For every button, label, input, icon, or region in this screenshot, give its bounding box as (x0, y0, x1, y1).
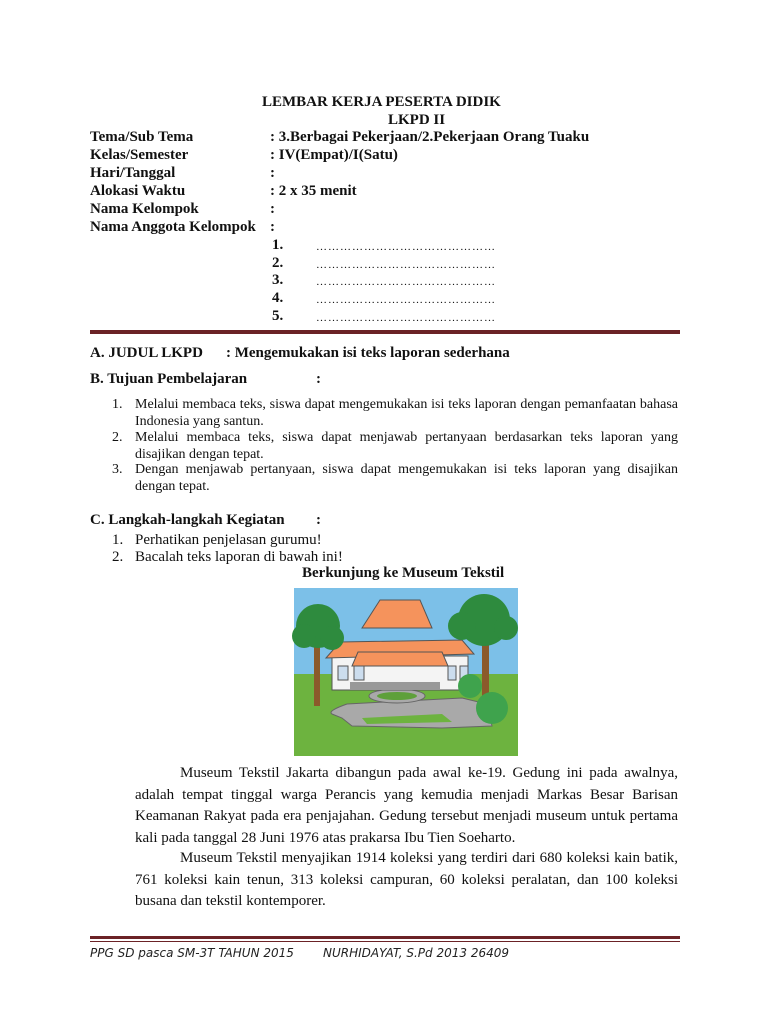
document-subtitle: LKPD II (388, 112, 446, 128)
step-number: 1. (112, 532, 124, 548)
step-number: 2. (112, 549, 124, 565)
field-label: Hari/Tanggal (90, 165, 176, 181)
member-number: 3. (272, 272, 284, 288)
section-c-label: C. Langkah-langkah Kegiatan (90, 512, 285, 528)
objective-number: 1. (112, 397, 123, 412)
objective-text: Dengan menjawab pertanyaan, siswa dapat mengemukakan isi teks laporan yang disajikan dengan tepat. (135, 462, 678, 494)
section-a-value: : Mengemukakan isi teks laporan sederhana (226, 345, 510, 361)
section-b-colon: : (316, 371, 321, 387)
member-number: 4. (272, 290, 284, 306)
paragraph: Museum Tekstil menyajikan 1914 koleksi yang terdiri dari 680 koleksi kain batik, 761 koleksi kain tenun, 313 koleksi campuran, 60 koleksi peralatan, dan 100 koleksi busana dan tekstil kontemporer. (135, 850, 678, 909)
paragraph: Museum Tekstil Jakarta dibangun pada awal ke-19. Gedung ini pada awalnya, adalah tempat tinggal warga Perancis yang kemudia menjadi Markas Besar Barisan Keamanan Rakyat pada era penjajahan. Gedung tersebut menjadi museum untuk pertama kali pada tanggal 28 Juni 1976 atas prakarsa Ibu Tien Soeharto. (135, 765, 678, 846)
objective-text: Melalui membaca teks, siswa dapat menjawab pertanyaan berdasarkan teks laporan yang disajikan dengan tepat. (135, 430, 678, 462)
field-value: : 2 x 35 menit (270, 183, 357, 199)
header-divider (90, 330, 680, 334)
field-value: : IV(Empat)/I(Satu) (270, 147, 398, 163)
section-c-colon: : (316, 512, 321, 528)
field-value: : (270, 165, 275, 181)
member-number: 1. (272, 237, 284, 253)
step-text: Bacalah teks laporan di bawah ini! (135, 549, 343, 565)
member-blank: ……………………………………… (316, 294, 496, 306)
field-label: Nama Kelompok (90, 201, 199, 217)
footer-left: PPG SD pasca SM-3T TAHUN 2015 (90, 946, 294, 960)
objective-number: 2. (112, 430, 123, 445)
member-blank: ……………………………………… (316, 259, 496, 271)
member-blank: ……………………………………… (316, 241, 496, 253)
document-title: LEMBAR KERJA PESERTA DIDIK (262, 94, 501, 110)
step-text: Perhatikan penjelasan gurumu! (135, 532, 322, 548)
field-label: Alokasi Waktu (90, 183, 186, 199)
field-label: Nama Anggota Kelompok (90, 219, 256, 235)
member-number: 5. (272, 308, 284, 324)
museum-illustration (292, 586, 520, 758)
objective-text: Melalui membaca teks, siswa dapat mengemukakan isi teks laporan dengan pemanfaatan bahasa Indonesia yang santun. (135, 397, 678, 429)
footer-divider (90, 936, 680, 939)
field-value: : (270, 201, 275, 217)
member-number: 2. (272, 255, 284, 271)
member-blank: ……………………………………… (316, 312, 496, 324)
objective-number: 3. (112, 462, 123, 477)
field-label: Tema/Sub Tema (90, 129, 194, 145)
field-label: Kelas/Semester (90, 147, 189, 163)
section-b-label: B. Tujuan Pembelajaran (90, 371, 248, 387)
reading-title: Berkunjung ke Museum Tekstil (302, 565, 505, 581)
footer-right: NURHIDAYAT, S.Pd 2013 26409 (323, 946, 510, 960)
member-blank: ……………………………………… (316, 276, 496, 288)
section-a-label: A. JUDUL LKPD (90, 345, 203, 361)
field-value: : 3.Berbagai Pekerjaan/2.Pekerjaan Orang Tuaku (270, 129, 590, 145)
footer-divider-thin (90, 941, 680, 942)
field-value: : (270, 219, 275, 235)
